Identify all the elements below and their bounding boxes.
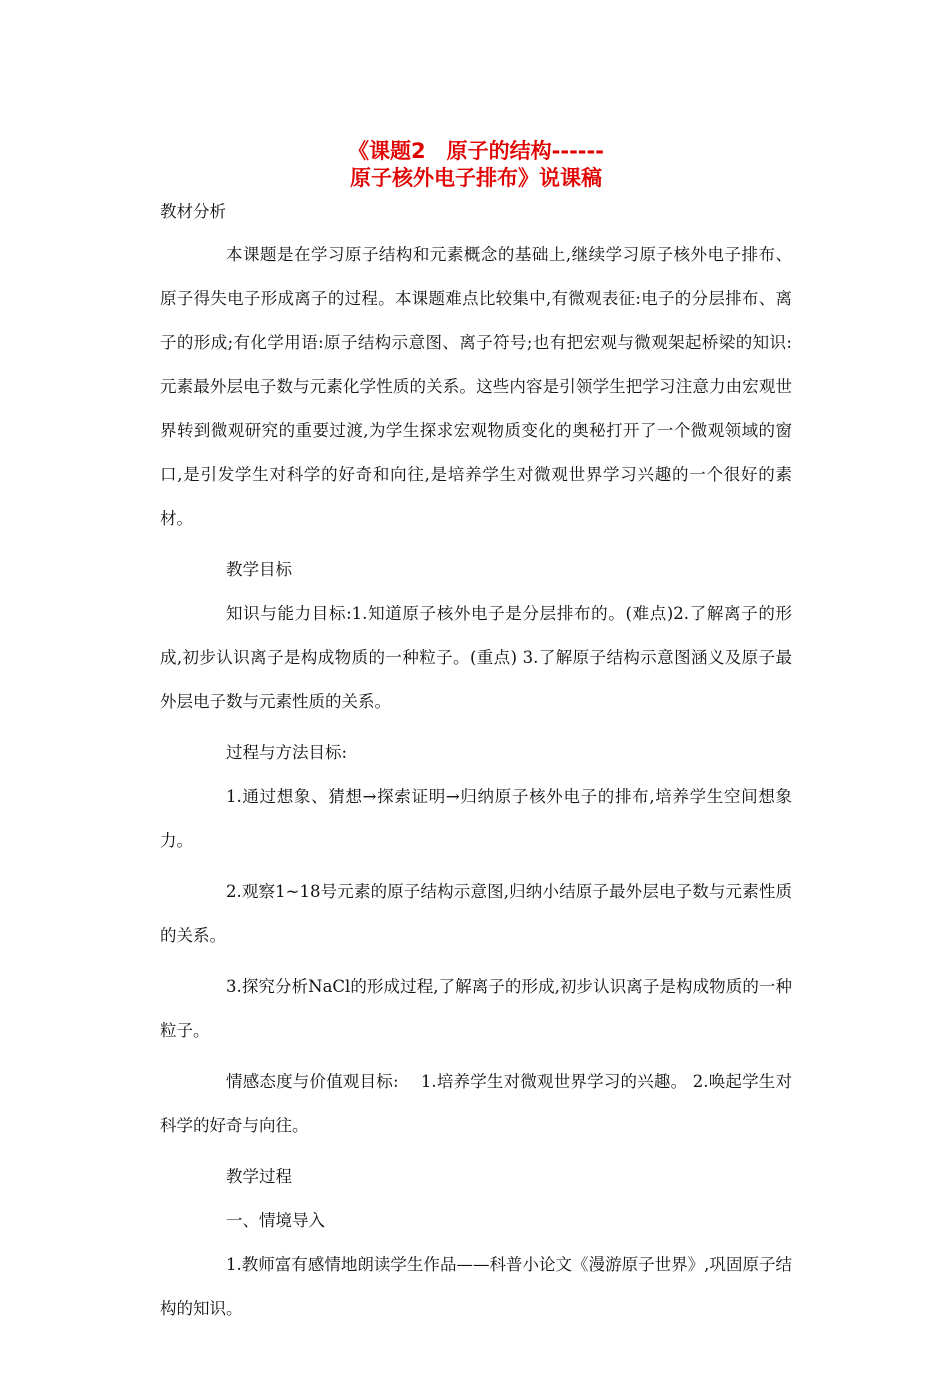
document-page	[160, 138, 792, 1338]
knowledge-goal-paragraph: 知识与能力目标:1.知道原子核外电子是分层排布的。(难点)2.了解离子的形成,初步认识离子是构成物质的一种粒子。(重点) 3.了解原子结构示意图涵义及原子最外层电子数与元素性质的关系。	[160, 604, 792, 711]
process-method-goal-label: 过程与方法目标:	[226, 743, 348, 762]
material-analysis-paragraph: 本课题是在学习原子结构和元素概念的基础上,继续学习原子核外电子排布、原子得失电子形成离子的过程。本课题难点比较集中,有微观表征:电子的分层排布、离子的形成;有化学用语:原子结构示意图、离子符号;也有把宏观与微观架起桥梁的知识:元素最外层电子数与元素化学性质的关系。这些内容是引领学生把学习注意力由宏观世界转到微观研究的重要过渡,为学生探求宏观物质变化的奥秘打开了一个微观领域的窗口,是引发学生对科学的好奇和向往,是培养学生对微观世界学习兴趣的一个很好的素材。	[160, 245, 792, 528]
document-title	[160, 138, 792, 192]
title-line-2: 原子核外电子排布》说课稿	[350, 166, 602, 190]
title-line-1: 《课题2 原子的结构------	[348, 139, 604, 163]
process-goal-item-1: 1.通过想象、猜想→探索证明→归纳原子核外电子的排布,培养学生空间想象力。	[160, 787, 792, 850]
material-analysis-label: 教材分析	[160, 202, 226, 221]
process-goal-item-2: 2.观察1~18号元素的原子结构示意图,归纳小结原子最外层电子数与元素性质的关系。	[160, 882, 792, 945]
intro-section-label: 一、情境导入	[226, 1211, 325, 1230]
teaching-process-label: 教学过程	[226, 1167, 292, 1186]
intro-item-1: 1.教师富有感情地朗读学生作品——科普小论文《漫游原子世界》,巩固原子结构的知识。	[160, 1255, 792, 1318]
teaching-goals-label: 教学目标	[226, 560, 292, 579]
process-goal-item-3: 3.探究分析NaCl的形成过程,了解离子的形成,初步认识离子是构成物质的一种粒子。	[160, 977, 792, 1040]
emotion-goal-paragraph: 情感态度与价值观目标: 1.培养学生对微观世界学习的兴趣。 2.唤起学生对科学的好奇与向往。	[160, 1072, 792, 1135]
